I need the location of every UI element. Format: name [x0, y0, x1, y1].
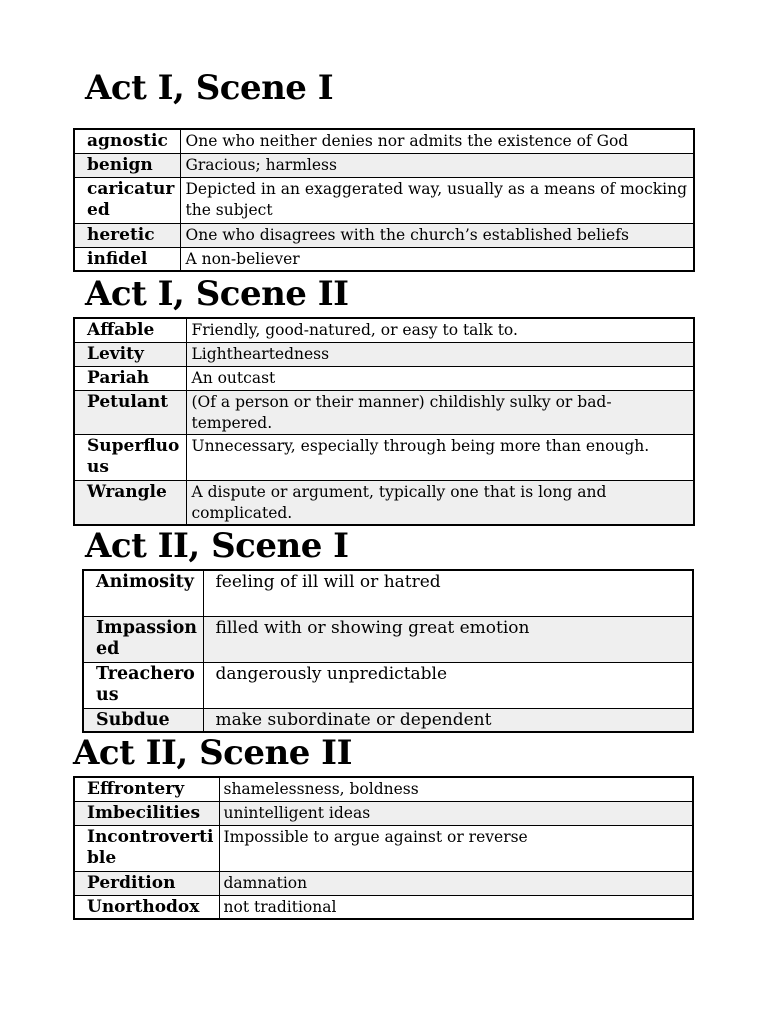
table-row — [74, 223, 694, 247]
vocab-definition: Unnecessary, especially through being more than enough. — [186, 434, 694, 480]
vocab-definition: Friendly, good-natured, or easy to talk to. — [186, 318, 694, 342]
vocab-table-act2-scene2 — [73, 776, 694, 920]
table-row — [74, 871, 693, 895]
vocab-term: Unorthodox — [74, 895, 219, 919]
table-row — [74, 318, 694, 342]
vocab-term: Impassioned — [83, 616, 203, 662]
table-row — [74, 777, 693, 801]
vocab-definition: One who disagrees with the church’s established beliefs — [180, 223, 694, 247]
vocab-term: infidel — [74, 247, 180, 271]
table-row — [74, 480, 694, 525]
section-title-act2-scene1: Act II, Scene I — [85, 526, 349, 566]
vocab-definition: A non-believer — [180, 247, 694, 271]
section-title-act2-scene2: Act II, Scene II — [73, 733, 352, 773]
table-row — [74, 342, 694, 366]
vocab-term: Wrangle — [74, 480, 186, 525]
table-row — [74, 825, 693, 871]
section-title-act1-scene1: Act I, Scene I — [85, 68, 334, 108]
section-title-act1-scene2: Act I, Scene II — [85, 274, 349, 314]
table-row — [74, 129, 694, 153]
vocab-term: benign — [74, 153, 180, 177]
table-row — [74, 390, 694, 434]
vocab-definition: make subordinate or dependent — [203, 708, 693, 732]
vocab-term: Animosity — [83, 570, 203, 616]
table-row — [74, 895, 693, 919]
vocab-definition: feeling of ill will or hatred — [203, 570, 693, 616]
vocab-term: Perdition — [74, 871, 219, 895]
vocab-term: agnostic — [74, 129, 180, 153]
vocab-term: Treacherous — [83, 662, 203, 708]
vocab-term: caricatured — [74, 177, 180, 223]
vocab-term: Petulant — [74, 390, 186, 434]
vocab-table-act1-scene1 — [73, 128, 695, 272]
table-row — [74, 366, 694, 390]
table-row — [83, 570, 693, 616]
vocab-term: Levity — [74, 342, 186, 366]
table-row — [74, 247, 694, 271]
vocab-definition: Lightheartedness — [186, 342, 694, 366]
vocab-term: Effrontery — [74, 777, 219, 801]
vocab-term: Imbecilities — [74, 801, 219, 825]
vocab-term: Incontrovertible — [74, 825, 219, 871]
table-row — [83, 708, 693, 732]
vocab-definition: Gracious; harmless — [180, 153, 694, 177]
vocab-table-act2-scene1 — [82, 569, 694, 733]
table-row — [74, 434, 694, 480]
vocab-definition: not traditional — [219, 895, 693, 919]
vocab-term: Subdue — [83, 708, 203, 732]
vocab-definition: filled with or showing great emotion — [203, 616, 693, 662]
vocab-definition: (Of a person or their manner) childishly sulky or bad-tempered. — [186, 390, 694, 434]
vocab-definition: Impossible to argue against or reverse — [219, 825, 693, 871]
vocab-definition: A dispute or argument, typically one that is long and complicated. — [186, 480, 694, 525]
table-row — [74, 801, 693, 825]
vocab-term: heretic — [74, 223, 180, 247]
vocab-term: Superfluous — [74, 434, 186, 480]
vocab-term: Affable — [74, 318, 186, 342]
vocab-definition: dangerously unpredictable — [203, 662, 693, 708]
vocab-definition: An outcast — [186, 366, 694, 390]
vocab-definition: shamelessness, boldness — [219, 777, 693, 801]
table-row — [74, 177, 694, 223]
table-row — [83, 662, 693, 708]
vocab-definition: unintelligent ideas — [219, 801, 693, 825]
vocab-definition: Depicted in an exaggerated way, usually as a means of mocking the subject — [180, 177, 694, 223]
vocab-term: Pariah — [74, 366, 186, 390]
vocab-table-act1-scene2 — [73, 317, 695, 526]
table-row — [74, 153, 694, 177]
vocab-definition: One who neither denies nor admits the existence of God — [180, 129, 694, 153]
vocab-definition: damnation — [219, 871, 693, 895]
table-row — [83, 616, 693, 662]
